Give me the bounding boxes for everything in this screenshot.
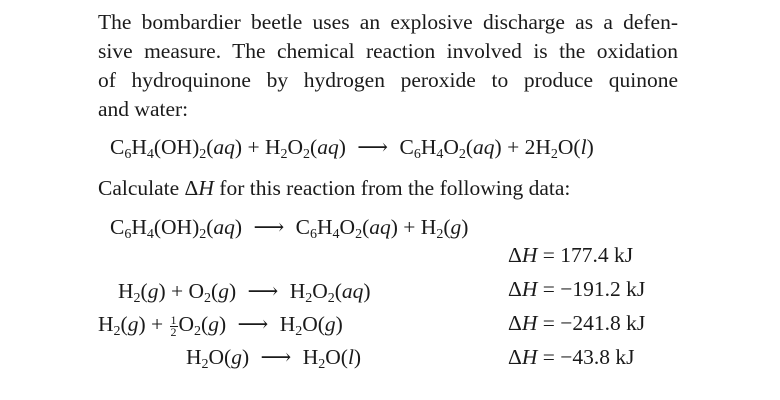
reaction-arrow-icon: ⟶ [260, 345, 292, 369]
data-reaction-4-rhs: $H_2O(l)$ [302, 345, 362, 372]
delta-h-1 [508, 242, 633, 268]
delta-h-4 [508, 344, 635, 370]
delta-h-3 [508, 310, 645, 336]
problem-paragraph [98, 8, 678, 124]
equals-sign: = [542, 243, 555, 267]
data-reaction-4 [186, 344, 361, 370]
data-reaction-2-lhs: $H_2(g) + O_2(g)$ [118, 279, 237, 306]
delta-h-2-value: −191.2 kJ [560, 277, 646, 301]
data-reaction-4-lhs: $H_2O(g)$ [186, 345, 250, 372]
delta-h-4-value: −43.8 kJ [560, 345, 635, 369]
equals-sign: = [542, 311, 555, 335]
main-reactant-1: $C_6H_4(OH)_2(aq)$ [110, 135, 243, 162]
data-reaction-2 [118, 278, 371, 304]
data-reaction-3-rhs: $H_2O(g)$ [279, 312, 343, 339]
data-reaction-1-lhs: $C_6H_4(OH)_2(aq)$ [110, 215, 243, 242]
data-reaction-3 [98, 311, 343, 338]
reaction-arrow-icon: ⟶ [247, 279, 279, 303]
delta-h-3-value: −241.8 kJ [560, 311, 646, 335]
reaction-arrow-icon: ⟶ [237, 312, 269, 336]
main-reactant-2: $H_2O_2(aq)$ [264, 135, 346, 162]
delta-h-1-value: 177.4 kJ [560, 243, 634, 267]
reaction-arrow-icon: ⟶ [253, 215, 285, 239]
equals-sign: = [542, 345, 555, 369]
instruction-text: Calculate ΔH for this reaction from the following data: [98, 176, 571, 200]
main-reaction: $C_6H_4(OH)_2(aq) + H_2O_2(aq)$ ⟶ $C_6H_4O_2(aq) + 2H_2O(l)$ [110, 135, 594, 162]
data-reaction-1-rhs: $C_6H_4O_2(aq) + H_2(g)$ [295, 215, 469, 242]
main-product-2: $2H_2O(l)$ [524, 135, 594, 162]
paragraph-line-3: of hydroquinone by hydrogen peroxide to produce quinone [98, 68, 678, 92]
paragraph-line-1: The bombardier beetle uses an explosive discharge as a defen- [98, 10, 678, 34]
equals-sign: = [542, 277, 555, 301]
paragraph-line-2: sive measure. The chemical reaction involved is the oxidation [98, 39, 678, 63]
delta-h-symbol: ΔH [508, 311, 538, 335]
delta-h-symbol: ΔH [508, 243, 538, 267]
delta-h-symbol: ΔH [508, 345, 538, 369]
delta-h-symbol: ΔH [508, 277, 538, 301]
reaction-arrow-icon: ⟶ [357, 135, 389, 159]
data-reaction-1 [110, 214, 468, 240]
data-reaction-2-rhs: $H_2O_2(aq)$ [289, 279, 371, 306]
paragraph-line-4: and water: [98, 97, 189, 121]
data-reaction-3-lhs: $H_2(g)$ + $\frac{1}{2}$ $O_2(g)$ [98, 312, 227, 339]
instruction-line [98, 175, 570, 201]
delta-h-2 [508, 276, 645, 302]
main-product-1: $C_6H_4O_2(aq)$ [399, 135, 502, 162]
